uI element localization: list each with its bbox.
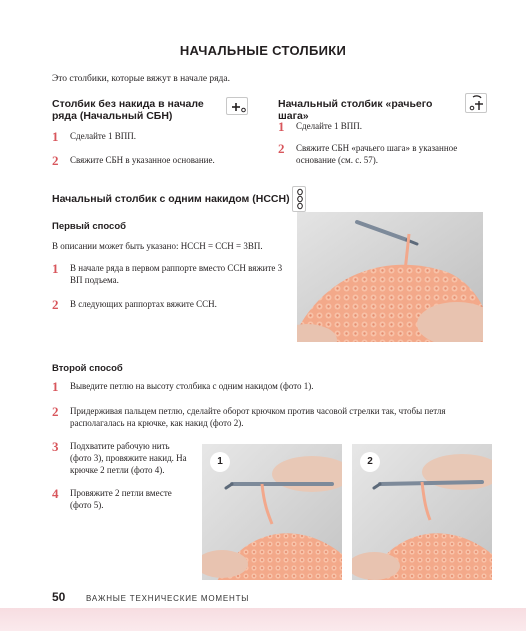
rach-step-2 (278, 142, 488, 166)
method1-step-1 (52, 262, 292, 286)
photo-method1 (297, 212, 483, 342)
step-text: Выведите петлю на высоту столбика с одним накидом (фото 1). (70, 381, 314, 391)
method2-step-3 (52, 440, 192, 476)
step-number: 3 (52, 439, 59, 454)
running-footer-title: ВАЖНЫЕ ТЕХНИЧЕСКИЕ МОМЕНТЫ (86, 594, 250, 603)
method1-step-2 (52, 298, 292, 311)
rach-heading: Начальный столбик «рачьего шага» (278, 98, 433, 122)
photo-1 (202, 444, 342, 580)
rach-step-1 (278, 120, 488, 133)
chain-column-symbol-icon (292, 186, 306, 212)
step-text: В начале ряда в первом раппорте вместо ССН вяжите 3 ВП подъема. (70, 263, 283, 285)
step-number: 4 (52, 486, 59, 501)
step-text: Подхватите рабочую нить (фото 3), провяжите накид. На крючке 2 петли (фото 4). (70, 441, 187, 475)
step-text: Сделайте 1 ВПП. (70, 131, 137, 141)
step-text: Сделайте 1 ВПП. (296, 121, 363, 131)
method2-step-1 (52, 380, 492, 393)
step-number: 1 (278, 119, 285, 134)
method1-note: В описании может быть указано: НССН = ССН = 3ВП. (52, 241, 263, 251)
crochet-photo-image (297, 212, 483, 342)
sssn-heading: Начальный столбик с одним накидом (НССН) (52, 193, 290, 205)
crab-stitch-symbol-icon (465, 93, 487, 113)
method2-step-4 (52, 487, 192, 511)
method1-heading: Первый способ (52, 221, 127, 232)
step-text: В следующих раппортах вяжите ССН. (70, 299, 217, 309)
page-title: НАЧАЛЬНЫЕ СТОЛБИКИ (179, 43, 347, 58)
photo-badge: 1 (210, 452, 230, 472)
step-number: 1 (52, 261, 59, 276)
step-text: Свяжите СБН в указанное основание. (70, 155, 215, 165)
method2-heading: Второй способ (52, 363, 123, 374)
plus-circle-symbol-icon (226, 97, 248, 115)
step-number: 2 (278, 141, 285, 156)
sbn-step-1 (52, 130, 252, 143)
step-text: Провяжите 2 петли вместе (фото 5). (70, 488, 172, 510)
step-number: 2 (52, 153, 59, 168)
step-number: 1 (52, 129, 59, 144)
sbn-heading: Столбик без накида в начале ряда (Начальный СБН) (52, 98, 204, 122)
photo-2 (352, 444, 492, 580)
method2-step-2 (52, 405, 492, 429)
step-text: Придерживая пальцем петлю, сделайте оборот крючком против часовой стрелки так, чтобы петля располагалась на крючке, как накид (фото 2). (70, 406, 446, 428)
step-number: 2 (52, 297, 59, 312)
intro-text: Это столбики, которые вяжут в начале ряда. (52, 74, 230, 84)
footer-band (0, 608, 526, 631)
step-number: 1 (52, 379, 59, 394)
page-number: 50 (52, 590, 66, 604)
sbn-step-2 (52, 154, 252, 167)
photo-badge: 2 (360, 452, 380, 472)
step-number: 2 (52, 404, 59, 419)
step-text: Свяжите СБН «рачьего шага» в указанное основание (см. с. 57). (296, 143, 458, 165)
